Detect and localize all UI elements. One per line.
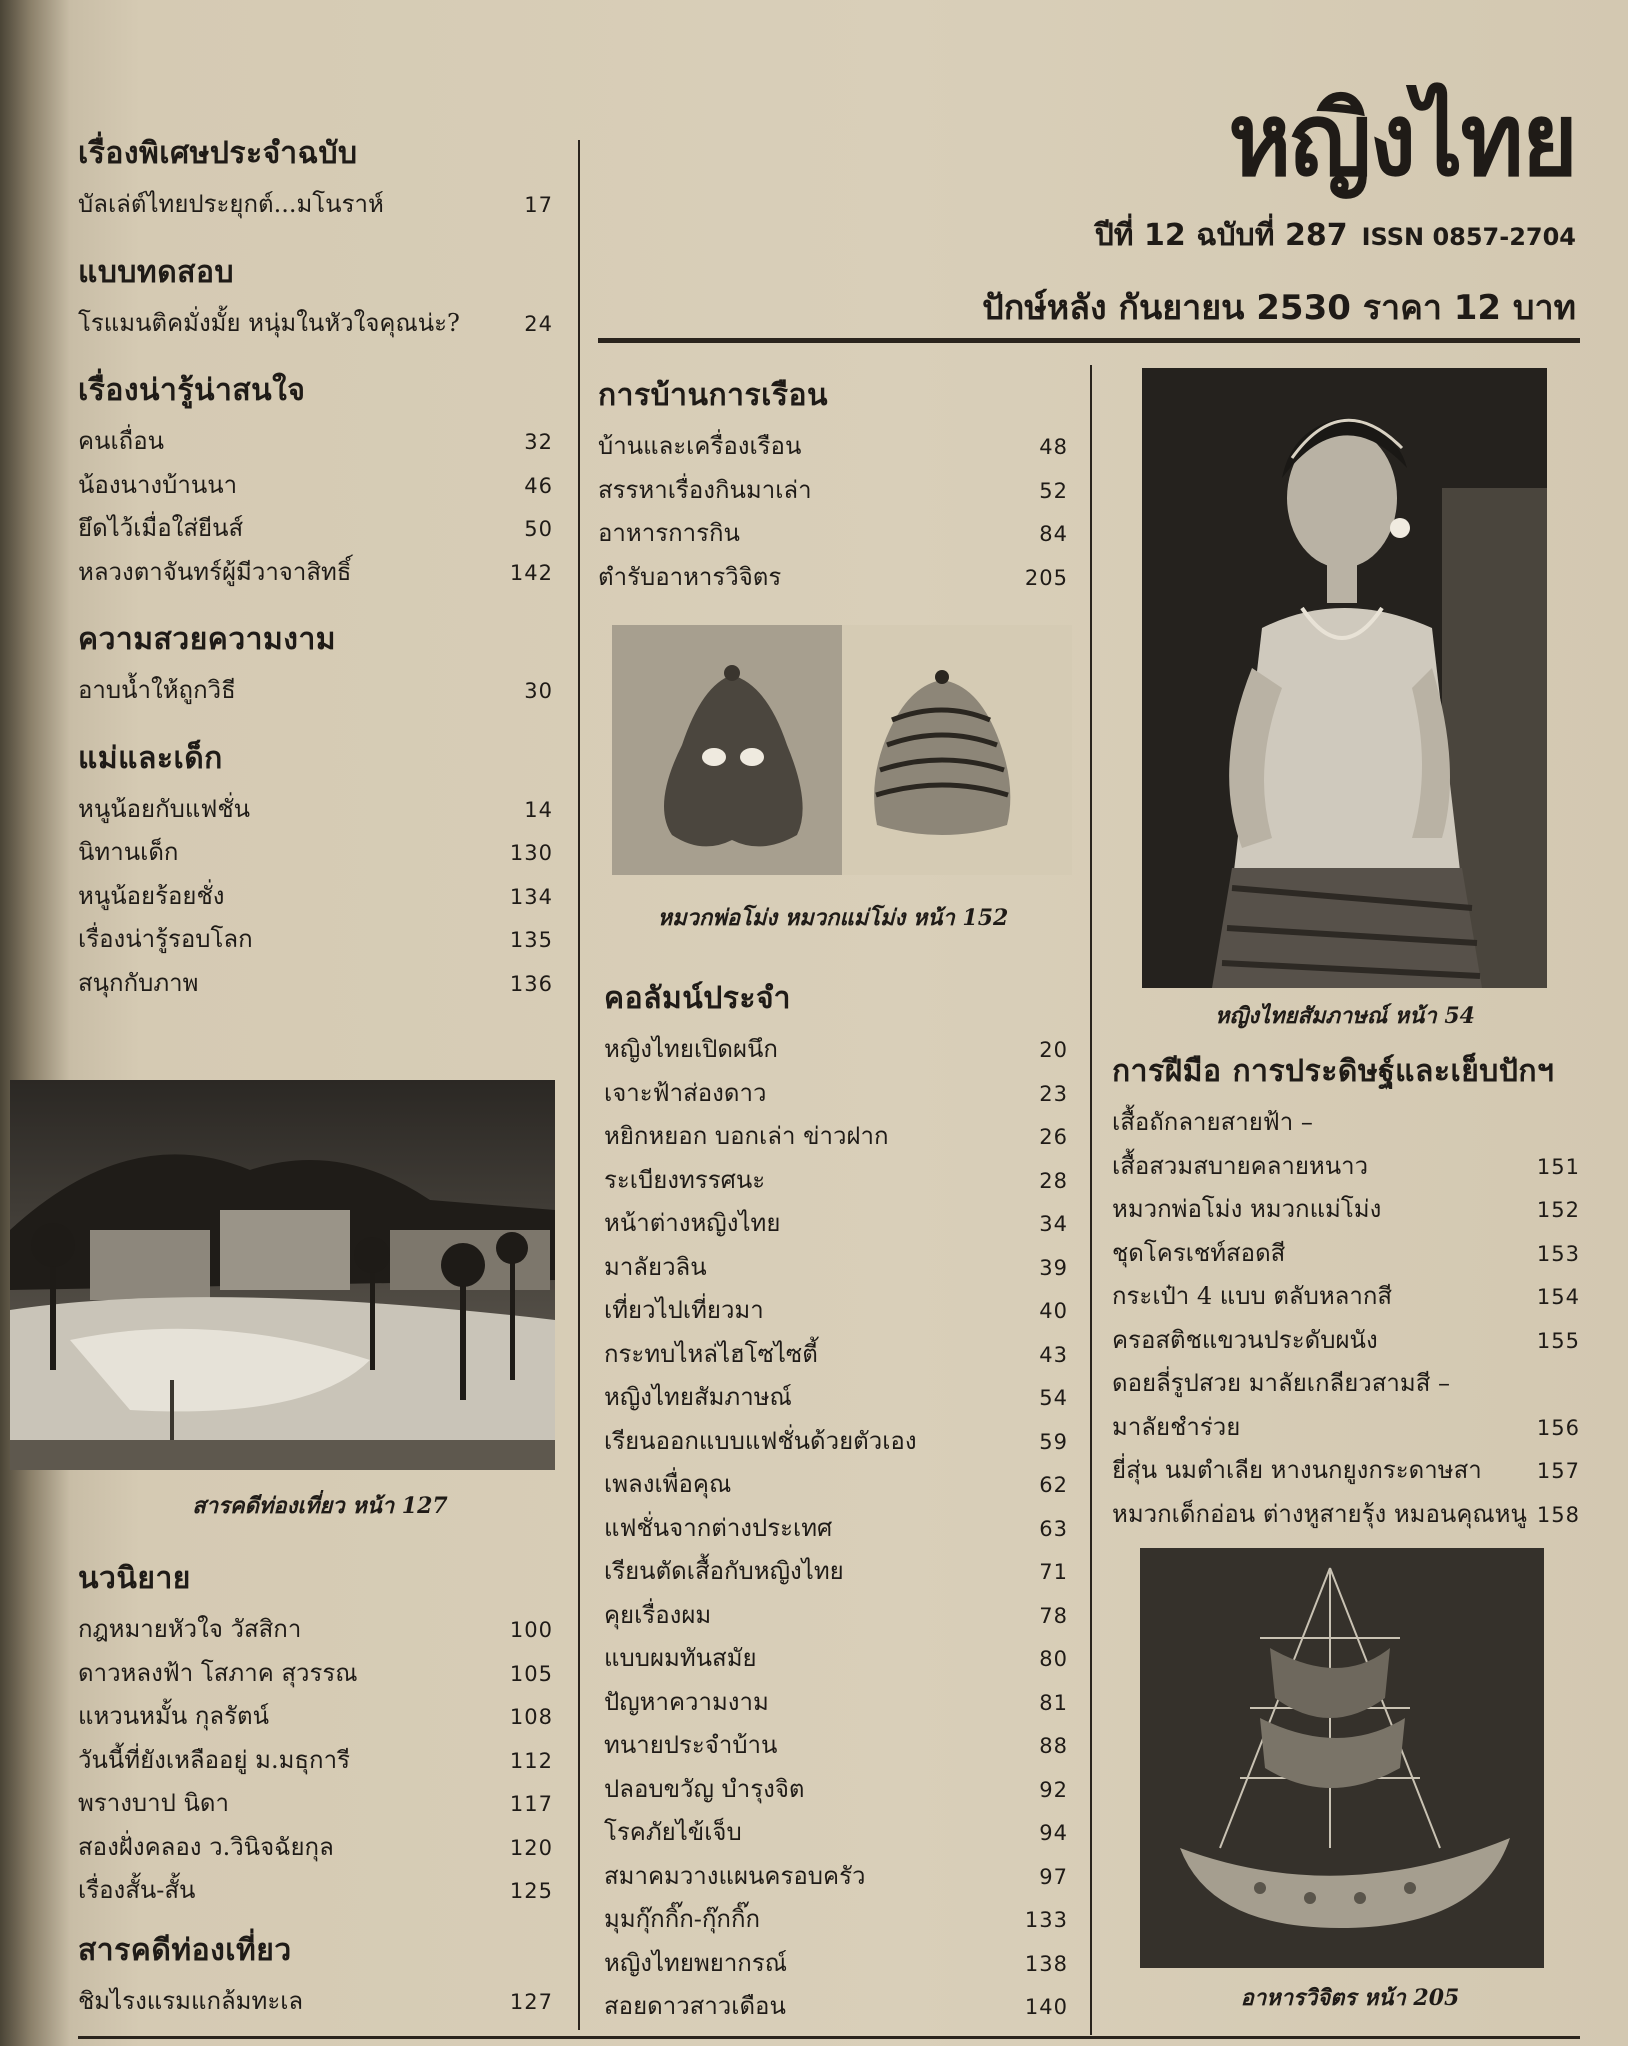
entry-page-number: 112 xyxy=(509,1748,553,1773)
entry-title: เที่ยวไปเที่ยวมา xyxy=(604,1296,764,1324)
toc-entry xyxy=(78,1869,553,1913)
entry-page-number: 136 xyxy=(509,971,553,996)
toc-entry xyxy=(604,1985,1068,2029)
entry-title: คุยเรื่องผม xyxy=(604,1600,712,1629)
entry-title: ดอยลี่รูปสวย มาลัยเกลียวสามสี – xyxy=(1112,1369,1450,1397)
toc-entry xyxy=(78,831,553,875)
toc-entry xyxy=(78,551,553,595)
entry-title: ยึดไว้เมื่อใส่ยีนส์ xyxy=(78,514,244,542)
entry-page-number: 130 xyxy=(509,841,553,865)
toc-entry xyxy=(604,1681,1068,1725)
entry-page-number: 26 xyxy=(1039,1125,1068,1149)
entry-title: มุมกุ๊กกิ๊ก-กุ๊กกิ๊ก xyxy=(604,1905,760,1933)
entry-title: อาบน้ำให้ถูกวิธี xyxy=(78,676,236,704)
toc-entry xyxy=(78,1782,553,1826)
entry-title: ทนายประจำบ้าน xyxy=(604,1731,778,1759)
entry-page-number: 34 xyxy=(1039,1212,1068,1236)
entry-title: หยิกหยอก บอกเล่า ข่าวฝาก xyxy=(604,1122,889,1150)
entry-title: มาลัยชำร่วย xyxy=(1112,1412,1241,1441)
toc-section xyxy=(78,130,553,227)
entry-page-number: 52 xyxy=(1039,478,1068,503)
toc-section xyxy=(78,616,553,713)
section-title: เรื่องพิเศษประจำฉบับ xyxy=(78,136,358,171)
masthead-title: หญิงไทย xyxy=(1228,81,1576,199)
toc-entry xyxy=(598,425,1068,469)
entry-title: โรคภัยไข้เจ็บ xyxy=(604,1818,742,1846)
entry-title: หลวงตาจันทร์ผู้มีวาจาสิทธิ์ xyxy=(78,557,352,586)
toc-entry xyxy=(78,1652,553,1696)
toc-entry xyxy=(78,788,553,832)
entry-page-number: 40 xyxy=(1039,1299,1068,1323)
toc-entry xyxy=(78,507,553,551)
toc-entry xyxy=(604,1637,1068,1681)
right-section-crafts xyxy=(1112,1048,1580,1536)
toc-entry xyxy=(1112,1188,1580,1232)
entry-title: คนเถื่อน xyxy=(78,427,165,455)
entry-page-number: 142 xyxy=(509,560,553,585)
entry-title: ปัญหาความงาม xyxy=(604,1687,769,1716)
issue-number: ปีที่ 12 ฉบับที่ 287 xyxy=(1094,218,1348,253)
entry-title: ระเบียงทรรศนะ xyxy=(604,1165,766,1194)
entry-page-number: 54 xyxy=(1039,1386,1068,1410)
toc-entry xyxy=(604,1376,1068,1420)
left-column-top xyxy=(78,130,553,1027)
entry-page-number: 62 xyxy=(1039,1473,1068,1497)
entry-page-number: 117 xyxy=(509,1792,553,1816)
toc-entry xyxy=(78,875,553,919)
hats-photo-caption: หมวกพ่อโม่ง หมวกแม่โม่ง หน้า 152 xyxy=(657,905,1009,931)
entry-page-number: 84 xyxy=(1039,522,1068,546)
entry-page-number: 78 xyxy=(1039,1603,1068,1628)
entry-page-number: 30 xyxy=(524,679,553,703)
toc-entry xyxy=(604,1333,1068,1377)
toc-entry xyxy=(604,1115,1068,1159)
entry-page-number: 154 xyxy=(1536,1285,1580,1309)
interview-photo-caption: หญิงไทยสัมภาษณ์ หน้า 54 xyxy=(1215,1003,1475,1029)
ship-photo-caption: อาหารวิจิตร หน้า 205 xyxy=(1240,1985,1460,2011)
entry-title: น้องนางบ้านนา xyxy=(78,470,238,499)
entry-title: เจาะฟ้าส่องดาว xyxy=(604,1078,767,1107)
toc-entry xyxy=(1112,1362,1580,1406)
toc-entry xyxy=(78,1739,553,1783)
toc-entry xyxy=(78,918,553,962)
entry-page-number: 100 xyxy=(509,1618,553,1642)
entry-page-number: 88 xyxy=(1039,1734,1068,1758)
toc-section xyxy=(78,1555,553,1913)
entry-page-number: 23 xyxy=(1039,1081,1068,1106)
hats-photo xyxy=(612,625,1072,875)
entry-title: ชิมไรงแรมแกล้มทะเล xyxy=(78,1986,304,2015)
entry-page-number: 133 xyxy=(1024,1908,1068,1932)
toc-section xyxy=(78,367,553,594)
entry-title: อาหารการกิน xyxy=(598,519,740,547)
entry-title: สอยดาวสาวเดือน xyxy=(604,1992,786,2020)
toc-entry xyxy=(78,1980,553,2024)
entry-title: หนูน้อยร้อยชั่ง xyxy=(78,881,225,910)
entry-page-number: 28 xyxy=(1039,1168,1068,1193)
interview-woman-photo xyxy=(1142,368,1547,988)
entry-title: เรียนตัดเสื้อกับหญิงไทย xyxy=(604,1557,844,1585)
entry-page-number: 50 xyxy=(524,517,553,541)
entry-page-number: 127 xyxy=(509,1989,553,2014)
toc-entry xyxy=(604,1246,1068,1290)
toc-entry xyxy=(78,302,553,346)
toc-entry xyxy=(78,669,553,713)
toc-entry xyxy=(1112,1275,1580,1319)
section-title: การบ้านการเรือน xyxy=(598,378,829,413)
entry-page-number: 156 xyxy=(1536,1415,1580,1440)
entry-page-number: 158 xyxy=(1536,1502,1580,1527)
section-title: สารคดีท่องเที่ยว xyxy=(78,1932,292,1968)
entry-page-number: 135 xyxy=(509,928,553,952)
entry-page-number: 46 xyxy=(524,473,553,498)
entry-title: เสื้อสวมสบายคลายหนาว xyxy=(1112,1151,1369,1180)
entry-page-number: 92 xyxy=(1039,1777,1068,1802)
entry-title: โรแมนติคมั่งมั้ย หนุ่มในหัวใจคุณน่ะ? xyxy=(78,308,460,337)
toc-entry xyxy=(604,1898,1068,1942)
left-column-bottom xyxy=(78,1555,553,2037)
entry-page-number: 59 xyxy=(1039,1429,1068,1454)
issn: ISSN 0857-2704 xyxy=(1361,223,1576,251)
resort-photo-caption: สารคดีท่องเที่ยว หน้า 127 xyxy=(192,1493,448,1519)
entry-page-number: 81 xyxy=(1039,1690,1068,1715)
toc-entry xyxy=(604,1202,1068,1246)
section-title: เรื่องน่ารู้น่าสนใจ xyxy=(78,373,306,408)
entry-title: วันนี้ที่ยังเหลืออยู่ ม.มธุการี xyxy=(78,1745,350,1774)
middle-section-home xyxy=(598,372,1068,599)
entry-title: แหวนหมั้น กุลรัตน์ xyxy=(78,1702,269,1730)
section-title: คอลัมน์ประจำ xyxy=(604,981,791,1016)
toc-entry xyxy=(604,1855,1068,1899)
toc-entry xyxy=(1112,1232,1580,1276)
entry-title: เรียนออกแบบแฟชั่นด้วยตัวเอง xyxy=(604,1426,917,1455)
entry-title: สรรหาเรื่องกินมาเล่า xyxy=(598,475,812,504)
toc-entry xyxy=(78,1608,553,1652)
entry-page-number: 155 xyxy=(1536,1328,1580,1353)
toc-entry xyxy=(604,1550,1068,1594)
divider-right xyxy=(1090,365,1092,2035)
entry-title: สองฝั่งคลอง ว.วินิจฉัยกุล xyxy=(78,1832,334,1861)
entry-page-number: 134 xyxy=(509,884,553,909)
entry-page-number: 151 xyxy=(1536,1154,1580,1179)
divider-left xyxy=(578,140,580,2030)
section-title: แบบทดสอบ xyxy=(78,254,235,290)
entry-title: ครอสติชแขวนประดับผนัง xyxy=(1112,1325,1378,1354)
toc-entry xyxy=(604,1289,1068,1333)
toc-entry xyxy=(604,1507,1068,1551)
entry-page-number: 152 xyxy=(1536,1198,1580,1222)
entry-page-number: 39 xyxy=(1039,1255,1068,1280)
entry-page-number: 48 xyxy=(1039,435,1068,459)
entry-page-number: 138 xyxy=(1024,1951,1068,1976)
toc-entry xyxy=(1112,1449,1580,1493)
section-title: การฝีมือ การประดิษฐ์และเย็บปักฯ xyxy=(1112,1054,1555,1089)
entry-page-number: 153 xyxy=(1536,1241,1580,1266)
entry-title: สมาคมวางแผนครอบครัว xyxy=(604,1861,866,1890)
entry-title: ยี่สุ่น นมตำเลีย หางนกยูงกระดาษสา xyxy=(1112,1456,1482,1484)
entry-title: สนุกกับภาพ xyxy=(78,968,199,997)
entry-title: แบบผมทันสมัย xyxy=(604,1644,757,1672)
entry-title: บ้านและเครื่องเรือน xyxy=(598,432,802,460)
toc-entry xyxy=(598,512,1068,556)
entry-title: หญิงไทยพยากรณ์ xyxy=(604,1948,787,1977)
entry-page-number: 32 xyxy=(524,430,553,454)
toc-entry xyxy=(604,1768,1068,1812)
toc-entry xyxy=(78,183,553,227)
entry-title: หญิงไทยเปิดผนึก xyxy=(604,1035,778,1063)
section-title: นวนิยาย xyxy=(78,1561,191,1596)
toc-entry xyxy=(604,1942,1068,1986)
entry-page-number: 14 xyxy=(524,797,553,822)
entry-page-number: 20 xyxy=(1039,1038,1068,1062)
entry-title: กระทบไหล่ไฮโซไซตี้ xyxy=(604,1339,818,1368)
entry-title: พรางบาป นิดา xyxy=(78,1789,229,1817)
toc-section xyxy=(604,975,1068,2029)
toc-entry xyxy=(604,1811,1068,1855)
entry-title: เสื้อถักลายสายฟ้า – xyxy=(1112,1108,1313,1136)
toc-entry xyxy=(78,962,553,1006)
entry-page-number: 94 xyxy=(1039,1821,1068,1845)
entry-page-number: 71 xyxy=(1039,1560,1068,1584)
entry-title: นิทานเด็ก xyxy=(78,838,179,866)
middle-section-columns xyxy=(604,975,1068,2029)
entry-title: ชุดโครเชท์สอดสี xyxy=(1112,1238,1286,1267)
toc-entry xyxy=(604,1724,1068,1768)
entry-page-number: 17 xyxy=(524,193,553,217)
toc-entry xyxy=(1112,1145,1580,1189)
entry-page-number: 120 xyxy=(509,1835,553,1860)
entry-title: หมวกพ่อโม่ง หมวกแม่โม่ง xyxy=(1112,1195,1382,1223)
toc-entry xyxy=(604,1463,1068,1507)
entry-title: แฟชั่นจากต่างประเทศ xyxy=(604,1513,833,1542)
toc-section xyxy=(1112,1048,1580,1536)
entry-title: หมวกเด็กอ่อน ต่างหูสายรุ้ง หมอนคุณหนู xyxy=(1112,1499,1527,1528)
toc-entry xyxy=(604,1028,1068,1072)
masthead-rule xyxy=(598,338,1580,343)
entry-page-number: 80 xyxy=(1039,1647,1068,1671)
section-title: ความสวยความงาม xyxy=(78,622,337,657)
entry-title: ปลอบขวัญ บำรุงจิต xyxy=(604,1774,805,1803)
entry-title: กระเป๋า 4 แบบ ตลับหลากสี xyxy=(1112,1282,1393,1310)
entry-title: เรื่องสั้น-สั้น xyxy=(78,1876,196,1904)
toc-entry xyxy=(78,1695,553,1739)
toc-entry xyxy=(78,1826,553,1870)
toc-entry xyxy=(1112,1101,1580,1145)
entry-title: หนูน้อยกับแฟชั่น xyxy=(78,794,251,823)
toc-entry xyxy=(1112,1493,1580,1537)
date-price-line: ปักษ์หลัง กันยายน 2530 ราคา 12 บาท xyxy=(982,288,1576,328)
toc-entry xyxy=(604,1072,1068,1116)
entry-page-number: 205 xyxy=(1024,565,1068,590)
bottom-rule xyxy=(78,2036,1580,2039)
ship-carving-photo xyxy=(1140,1548,1544,1968)
entry-title: มาลัยวลิน xyxy=(604,1252,707,1281)
toc-entry xyxy=(1112,1319,1580,1363)
entry-page-number: 140 xyxy=(1024,1995,1068,2019)
entry-title: เรื่องน่ารู้รอบโลก xyxy=(78,925,253,953)
entry-page-number: 157 xyxy=(1536,1459,1580,1483)
entry-page-number: 97 xyxy=(1039,1864,1068,1889)
entry-title: เพลงเพื่อคุณ xyxy=(604,1470,732,1498)
toc-entry xyxy=(1112,1406,1580,1450)
toc-section xyxy=(78,1927,553,2024)
toc-entry xyxy=(598,469,1068,513)
toc-section xyxy=(78,735,553,1006)
entry-title: ดาวหลงฟ้า โสภาค สุวรรณ xyxy=(78,1658,358,1687)
toc-section xyxy=(598,372,1068,599)
entry-title: หน้าต่างหญิงไทย xyxy=(604,1209,781,1237)
entry-title: บัลเล่ต์ไทยประยุกต์...มโนราห์ xyxy=(78,190,384,218)
toc-section xyxy=(78,249,553,346)
entry-page-number: 108 xyxy=(509,1705,553,1729)
section-title: แม่และเด็ก xyxy=(78,740,223,776)
resort-photo xyxy=(10,1080,555,1470)
entry-page-number: 43 xyxy=(1039,1342,1068,1367)
entry-page-number: 125 xyxy=(509,1879,553,1903)
entry-page-number: 63 xyxy=(1039,1516,1068,1541)
toc-entry xyxy=(598,556,1068,600)
entry-title: กฎหมายหัวใจ วัสสิกา xyxy=(78,1615,302,1643)
entry-page-number: 24 xyxy=(524,311,553,336)
entry-title: หญิงไทยสัมภาษณ์ xyxy=(604,1383,792,1411)
toc-entry xyxy=(78,420,553,464)
issue-line xyxy=(1095,212,1576,259)
toc-entry xyxy=(604,1159,1068,1203)
toc-entry xyxy=(604,1594,1068,1638)
toc-entry xyxy=(604,1420,1068,1464)
toc-entry xyxy=(78,464,553,508)
entry-page-number: 105 xyxy=(509,1661,553,1686)
entry-title: ตำรับอาหารวิจิตร xyxy=(598,562,782,591)
